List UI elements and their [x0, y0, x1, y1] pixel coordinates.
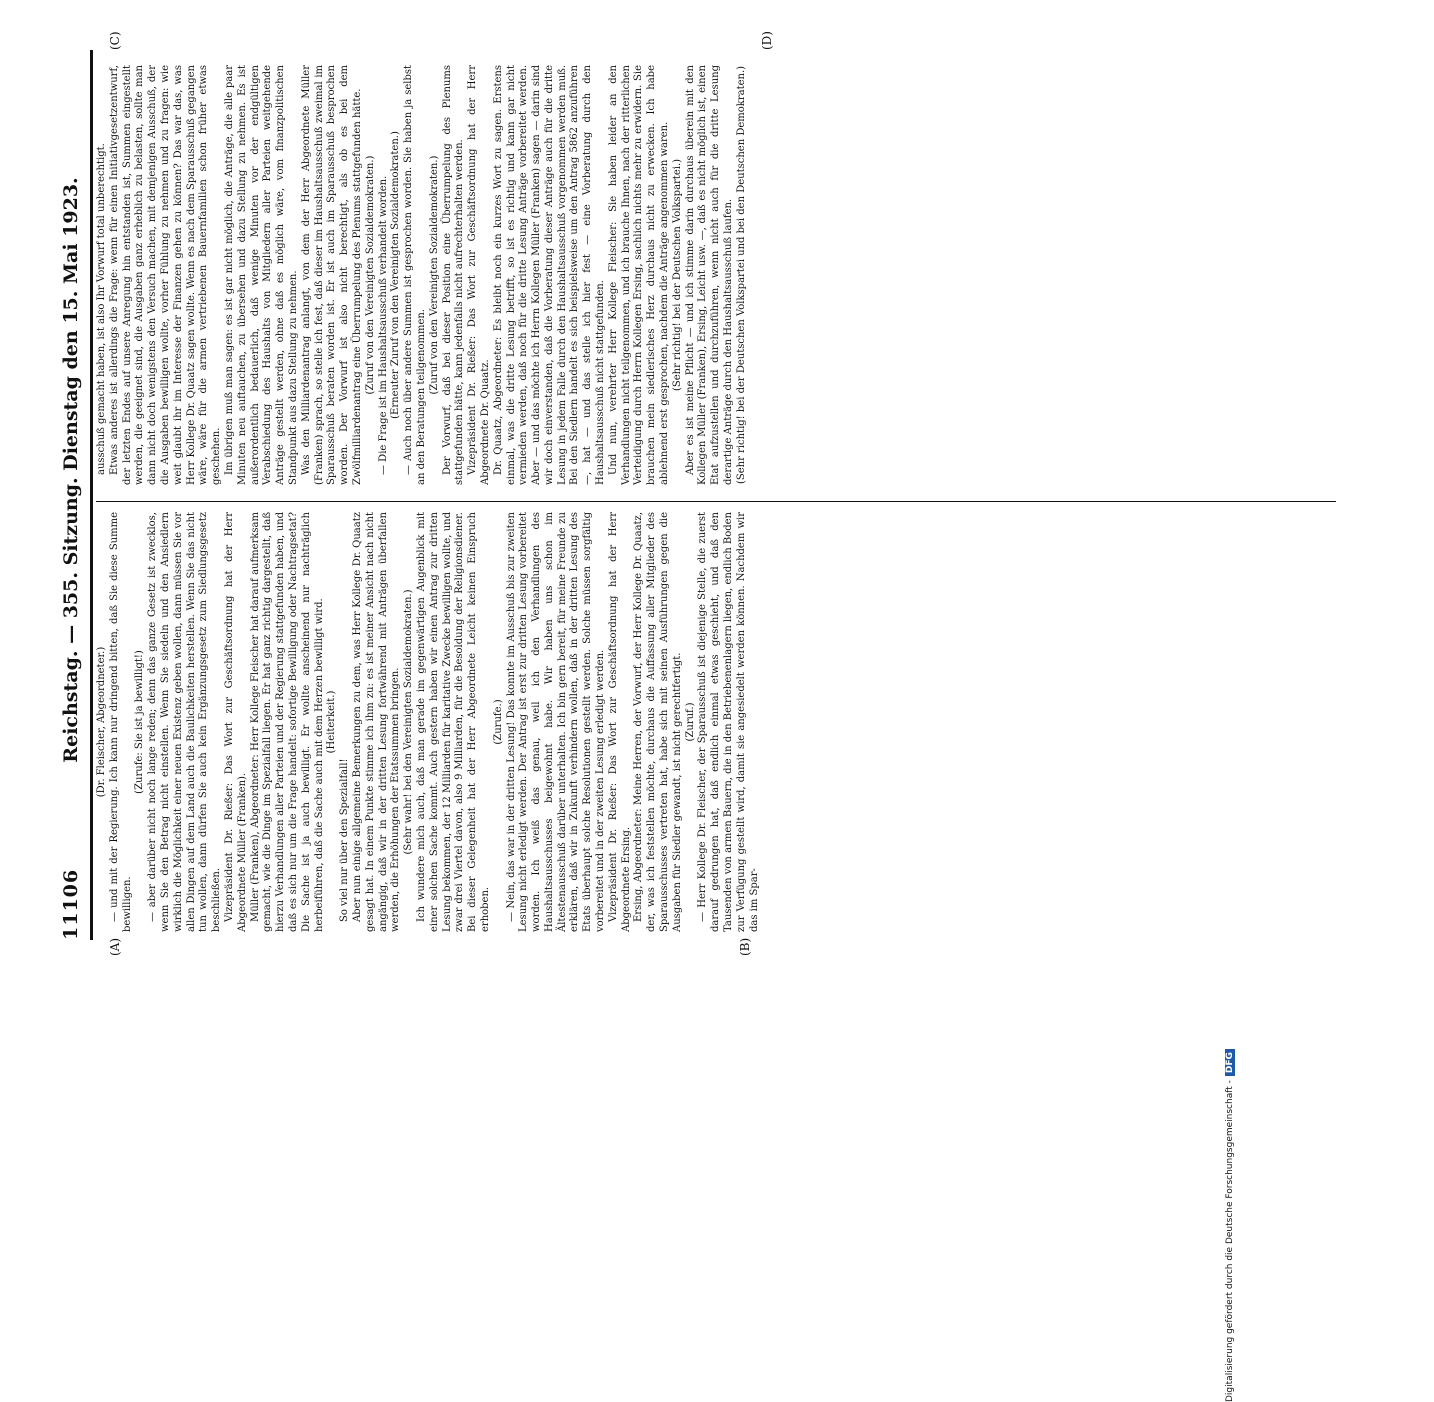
- running-header: [60, 40, 88, 940]
- margin-mark-b: (B): [738, 937, 752, 956]
- speech-paragraph: Müller (Franken), Abgeordneter: Herr Kollege Fleischer hat darauf aufmerksam gemacht, wie die Dinge im Spezialfall liegen. Er hat ganz richtig dargestellt, daß hierzu Verhandlungen aller Parteien und der Regierung stattgefunden haben, und daß es sich nur um die Frage handelt: sofortige Bewilligung oder Nachtragsetat? Die Sache ist ja auch bewilligt. Er wollte anscheinend nur nachträglich herbeiführen, daß die Sache auch mit dem Herzen bewilligt wird.: [249, 512, 325, 932]
- chair-statement: Vizepräsident Dr. Rießer: Das Wort zur Geschäftsordnung hat der Herr Abgeordnete Ersing.: [607, 512, 632, 932]
- digitization-credit: [1225, 642, 1243, 1402]
- margin-mark-a: (A): [108, 937, 122, 956]
- page-title: Reichstag. — 355. Sitzung. Dienstag den 15. Mai 1923.: [60, 177, 82, 763]
- speech-paragraph: — und mit der Regierung. Ich kann nur dringend bitten, daß Sie diese Summe bewilligen.: [108, 512, 133, 932]
- chair-statement: Vizepräsident Dr. Rießer: Das Wort zur Geschäftsordnung hat der Herr Abgeordnete Dr. Quaatz.: [467, 65, 491, 485]
- interjection: (Zuruf.): [684, 702, 696, 742]
- credit-text: Digitalisierung gefördert durch die Deutsche Forschungsgemeinschaft -: [1225, 1080, 1235, 1402]
- interjection: (Heiterkeit.): [326, 690, 338, 754]
- speech-paragraph: Was den Milliardenantrag anlangt, von dem der Herr Abgeordnete Müller (Franken) sprach, so stelle ich fest, daß dieser im Haushaltsausschuß zweimal im Sparausschuß beraten worden ist. Er ist auch im Sparausschuß besprochen worden. Der Vorwurf ist also nicht berechtigt, als ob es bei dem Zwölfmilliardenantrag eine Überrumpelung des Plenums stattgefunden hätte.: [300, 65, 363, 485]
- dfg-logo: DFG: [1225, 1049, 1235, 1076]
- speech-paragraph: Etwas anderes ist allerdings die Frage: wenn für einen Initiativgesetzentwurf, der letzten Endes auf unsere Anregung hin entstanden ist, Summen eingestellt werden, die geeignet sind, die Ausgaben ganz erheblich zu belasten, sollte man dann nicht doch wenigstens den Versuch machen, mit demjenigen Ausschuß, der die Ausgaben bewilligen wollte, vorher Fühlung zu nehmen und zu fragen: wie weit glaubt ihr im Interesse der Finanzen gehen zu können? Das war das, was Herr Kollege Dr. Quaatz sagen wollte. Wenn es nach dem Sparausschuß gegangen wäre, wäre für die armen vertriebenen Bauernfamilien schon früher etwas geschehen.: [108, 65, 223, 485]
- interjection: (Sehr wahr! bei den Vereinigten Sozialdemokraten.): [403, 589, 415, 855]
- header-rule: [90, 50, 93, 940]
- interjection: (Zuruf von den Vereinigten Sozialdemokraten.): [364, 155, 376, 395]
- margin-mark-c: (C): [108, 31, 122, 50]
- speech-paragraph: Der Vorwurf, daß bei dieser Position eine Überrumpelung des Plenums stattgefunden hätte, kann jedenfalls nicht aufrechterhalten werden.: [441, 65, 466, 485]
- interjection: (Sehr richtig! bei der Deutschen Volkspartei.): [671, 158, 683, 392]
- speech-paragraph: ausschuß gemacht haben, ist also Ihr Vorwurf total unberechtigt.: [96, 143, 107, 475]
- speech-paragraph: — Auch noch über andere Summen ist gesprochen worden. Sie haben ja selbst an den Beratungen teilgenommen.: [403, 65, 427, 485]
- interjection: (Zurufe.): [492, 699, 504, 745]
- interjection: (Zurufe: Sie ist ja bewilligt!): [134, 650, 146, 794]
- chair-statement: Vizepräsident Dr. Rießer: Das Wort zur Geschäftsordnung hat der Herr Abgeordnete Müller (Franken).: [223, 512, 248, 932]
- interjection: (Zuruf von den Vereinigten Sozialdemokraten.): [428, 155, 440, 395]
- speech-paragraph: Dr. Quaatz, Abgeordneter: Es bleibt noch ein kurzes Wort zu sagen. Erstens einmal, was die dritte Lesung betrifft, so ist es richtig und kann gar nicht vermieden werden, daß noch für die dritte Lesung Anträge vorbereitet werden. Aber — und das möchte ich Herrn Kollegen Müller (Franken) sagen — darin sind wir doch einverstanden, daß die Vorberatung dieser Anträge auch für die dritte Lesung in jedem Falle durch den Haushaltsausschuß vorgenommen werden muß. Bei den Siedlern handelt es sich beispielsweise um den Antrag 5862 anzuführen —, hat — und das stelle ich hier fest — eine Vorberatung durch den Haushaltsausschuß nicht stattgefunden.: [492, 65, 607, 485]
- speech-paragraph: — aber darüber nicht noch lange reden; denn das ganze Gesetz ist zwecklos, wenn Sie den Betrag nicht einstellen. Wenn Sie siedeln und den Ansiedlern wirklich die Möglichkeit einer neuen Existenz geben wollen, dann müssen Sie vor allen Dingen auf dem Land auch die Baulichkeiten herstellen. Wenn Sie das nicht tun wollen, dann dürfen Sie auch kein Ergänzungsgesetz zum Siedlungsgesetz beschließen.: [147, 512, 223, 932]
- speech-paragraph: — Nein, das war in der dritten Lesung! Das konnte im Ausschuß bis zur zweiten Lesung nicht erledigt werden. Der Antrag ist erst zur dritten Lesung vorbereitet worden. Ich weiß das genau, weil ich den Verhandlungen des Haushaltsausschusses beigewohnt habe. Wir haben uns schon im Ältestenausschuß darüber unterhalten. Ich bin gern bereit, für meine Freunde zu erklären, daß wir in Zukunft verhindern wollen, daß in der dritten Lesung des Etats überhaupt solche Resolutionen gestellt werden. Solche müssen sorgfältig vorbereitet und in der zweiten Lesung erledigt werden.: [505, 512, 607, 932]
- speech-paragraph: So viel nur über den Spezialfall!: [339, 758, 351, 922]
- speech-paragraph: — Herr Kollege Dr. Fleischer, der Sparausschuß ist diejenige Stelle, die zuerst darauf gedrungen hat, daß endlich einmal etwas geschieht, und daß den Tausenden von armen Bauern, die in den Betriebenenlagern liegen, endlich Boden zur Verfügung gestellt wird, damit sie angesiedelt werden können. Nachdem wir das im Spar-: [697, 512, 760, 932]
- speech-paragraph: Und nun, verehrter Herr Kollege Fleischer: Sie haben leider an den Verhandlungen nicht teilgenommen, und ich brauche Ihnen, nach der ritterlichen Verteidigung durch Herrn Kollegen Ersing, sachlich nichts mehr zu erwidern. Sie brauchen mein siedlerisches Herz durchaus nicht zu erwecken. Ich habe ablehnend erst gesprochen, nachdem die Anträge angenommen waren.: [607, 65, 671, 485]
- left-column: [96, 512, 761, 932]
- speech-paragraph: Im übrigen muß man sagen: es ist gar nicht möglich, die Anträge, die alle paar Minuten neu auftauchen, zu übersehen und dazu Stellung zu nehmen. Es ist außerordentlich bedauerlich, daß wenige Minuten vor der endgültigen Verabschiedung des Haushalts von Mitgliedern aller Parteien weitgehende Anträge gestellt werden, ohne daß es möglich wäre, vom finanzpolitischen Standpunkt aus dazu Stellung zu nehmen.: [223, 65, 299, 485]
- speech-paragraph: Ich wundere mich auch, daß man gerade im gegenwärtigen Augenblick mit einer solchen Sache kommt. Auch gestern haben wir einen Antrag zur dritten Lesung bekommen, der 12 Milliarden für karitative Zwecke bewilligen wollte, und zwar drei Viertel davon, also 9 Milliarden, für die Besoldung der Religionsdiener. Bei dieser Gelegenheit hat der Herr Abgeordnete Leicht keinen Einspruch erhoben.: [415, 512, 491, 932]
- interjection: (Sehr richtig! bei der Deutschen Volkspartei und bei den Deutschen Demokraten.): [735, 65, 747, 485]
- speech-paragraph: Aber nun einige allgemeine Bemerkungen zu dem, was Herr Kollege Dr. Quaatz gesagt hat. In einem Punkte stimme ich ihm zu: es ist meiner Ansicht nach nicht angängig, daß wir in der dritten Lesung fortwährend mit Anträgen überfallen werden, die Erhöhungen der Etatssummen bringen.: [351, 512, 402, 932]
- speech-paragraph: Aber es ist meine Pflicht — und ich stimme darin durchaus überein mit den Kollegen Müller (Franken), Ersing, Leicht usw. —, daß es nicht möglich ist, einen Etat aufzustellen und durchzuführen, wenn nicht auch für die dritte Lesung derartige Anträge durch den Haushaltsausschuß laufen.: [684, 65, 735, 485]
- speech-paragraph: — Die Frage ist im Haushaltsausschuß verhandelt worden.: [377, 175, 389, 475]
- right-column: [96, 65, 749, 485]
- speaker-header: (Dr. Fleischer, Abgeordneter.): [96, 646, 107, 798]
- margin-mark-d: (D): [760, 31, 774, 50]
- column-divider: [96, 501, 1336, 502]
- interjection: (Erneuter Zuruf von den Vereinigten Sozialdemokraten.): [390, 131, 402, 419]
- page-number: 11106: [60, 868, 82, 940]
- speech-paragraph: Ersing, Abgeordneter: Meine Herren, der Vorwurf, der Herr Kollege Dr. Quaatz, der, was ich feststellen möchte, durchaus die Auffassung aller Mitglieder des Sparausschusses vertreten hat, habe sich mit seinen Ausführungen gegen die Ausgaben für Siedler gewandt, ist nicht gerechtfertigt.: [633, 512, 683, 932]
